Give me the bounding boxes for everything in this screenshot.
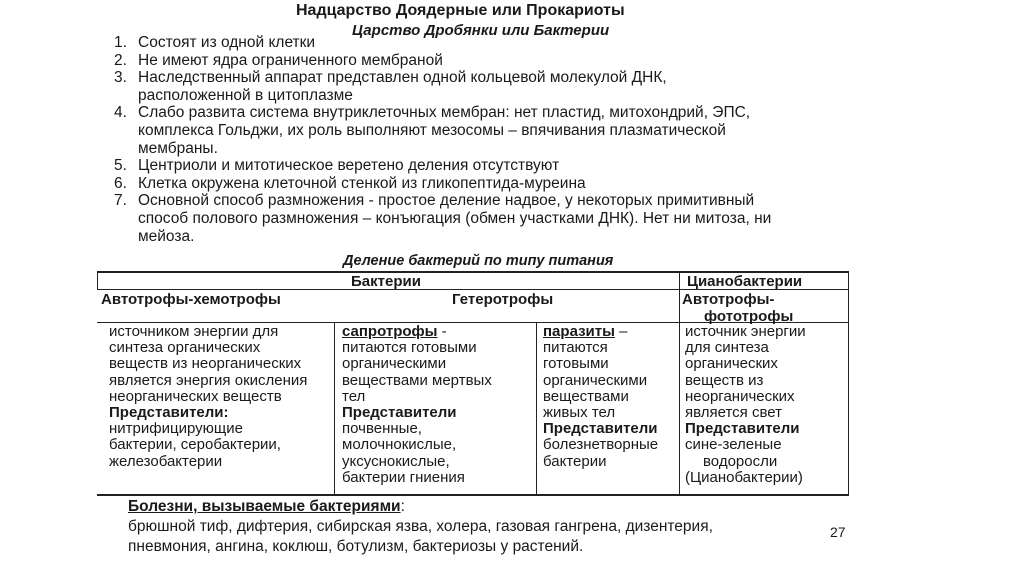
header-photoautotrophs: Автотрофы- фототрофы [682, 291, 794, 325]
table-rule [97, 271, 98, 290]
table-rule [679, 271, 680, 496]
feature-item: 5. Центриоли и митотическое веретено деления отсутствуют [114, 157, 560, 175]
table-caption: Деление бактерий по типу питания [343, 253, 614, 269]
diseases-line: брюшной тиф, дифтерия, сибирская язва, холера, газовая гангрена, дизентерия, [128, 518, 713, 535]
photoautotrophs-cell: источник энергии для синтеза органических веществ из неорганических является свет Представители сине-зеленые водоросли (Цианобактерии) [685, 323, 806, 486]
feature-item: 4. Слабо развита система внутриклеточных мембран: нет пластид, митохондрий, ЭПС, комплекса Гольджи, их роль выполняют мезосомы – впячивания плазматической мембраны. [114, 104, 751, 157]
page-subtitle: Царство Дробянки или Бактерии [352, 22, 610, 39]
feature-item: 1. Состоят из одной клетки [114, 34, 316, 51]
header-chemoautotrophs: Автотрофы-хемотрофы [101, 291, 281, 308]
feature-item: 6. Клетка окружена клеточной стенкой из гликопептида-муреина [114, 174, 586, 192]
nutrition-table [97, 271, 849, 496]
features-list [114, 34, 771, 245]
feature-item: 7. Основной способ размножения - простое деление надвое, у некоторых примитивный способ полового размножения – конъюгация (обмен участками ДНК). Нет ни митоза, ни мейоза. [114, 192, 772, 245]
saprotrophs-cell: сапротрофы - питаются готовыми органическими веществами мертвых тел Представители почвенные, молочнокислые, уксуснокислые, бактерии гниения [342, 323, 492, 486]
header-cyanobacteria: Цианобактерии [687, 273, 803, 290]
diseases-line: пневмония, ангина, коклюш, ботулизм, бактериозы у растений. [128, 538, 584, 555]
feature-item: 3. Наследственный аппарат представлен одной кольцевой молекулой ДНК, расположенной в цитоплазме [114, 69, 667, 104]
page-number: 27 [830, 524, 846, 540]
diseases-heading: Болезни, вызываемые бактериями: [128, 498, 405, 515]
table-rule [848, 271, 849, 496]
parasites-cell: паразиты – питаются готовыми органическими веществами живых тел Представители болезнетворные бактерии [543, 323, 659, 470]
feature-item: 2. Не имеют ядра ограниченного мембраной [114, 51, 443, 69]
page-title: Надцарство Доядерные или Прокариоты [296, 2, 625, 19]
chemo-cell: источником энергии для синтеза органических веществ из неорганических является энергия окисления неорганических веществ Представители: нитрифицирующие бактерии, серобактерии, железобактерии [109, 323, 308, 470]
table-rule [334, 322, 335, 496]
header-heterotrophs: Гетеротрофы [452, 291, 554, 308]
header-bacteria: Бактерии [351, 273, 421, 290]
table-rule [97, 494, 849, 496]
table-rule [536, 322, 537, 496]
